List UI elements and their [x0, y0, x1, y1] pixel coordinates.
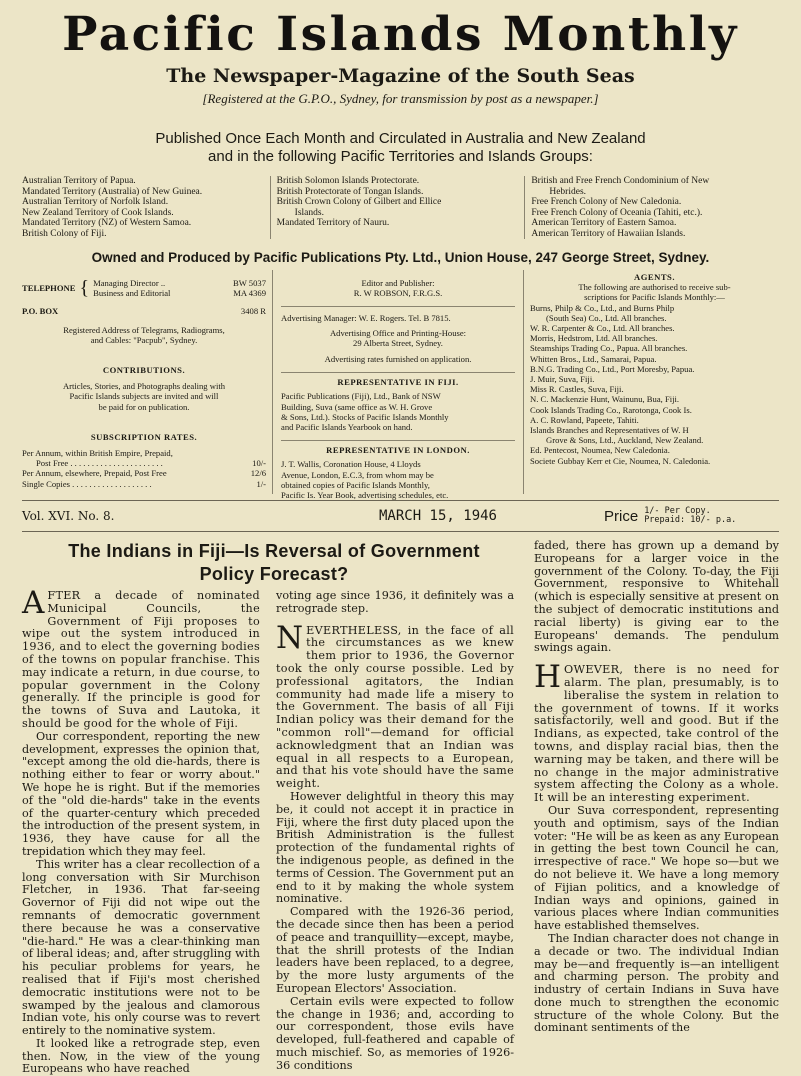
headline-line: Policy Forecast? [199, 564, 349, 584]
article [22, 540, 779, 1076]
rep-london-line: Avenue, London, E.C.3, from whom may be [281, 469, 434, 480]
volume-number: Vol. XVI. No. 8. [22, 509, 115, 523]
telephone-block [22, 278, 266, 298]
agent-item: Islands Branches and Representatives of W. H [530, 425, 689, 436]
price-per-copy: 1/- Per Copy. [644, 506, 711, 516]
advertising-rates: Advertising rates furnished on application. [324, 354, 472, 365]
advertising-office: Advertising Office and Printing-House: [329, 327, 467, 338]
registered-address-line: Registered Address of Telegrams, Radiograms, [63, 324, 225, 335]
contributions-heading: CONTRIBUTIONS. [102, 365, 186, 376]
registration-note: [Registered at the G.P.O., Sydney, for transmission by post as a newspaper.] [202, 91, 599, 106]
agent-item: Societe Gubbay Kerr et Cie, Noumea, N. Caledonia. [530, 455, 711, 466]
advertising-manager: Advertising Manager: W. E. Rogers. Tel. B 7815. [281, 313, 451, 324]
territory-item: Mandated Territory of Nauru. [276, 218, 390, 228]
agent-item: J. Muir, Suva, Fiji. [530, 374, 595, 385]
agent-item: Grove & Sons, Ltd., Auckland, New Zealand. [546, 435, 704, 446]
article-paragraph: It looked like a retrograde step, even then. Now, in the view of the young Europeans who have reached [22, 1036, 260, 1076]
agent-item: W. R. Carpenter & Co., Ltd. All branches. [530, 323, 675, 334]
agent-item: N. C. Mackenzie Hunt, Wainunu, Bua, Fiji. [530, 394, 680, 405]
agents-heading: AGENTS. [634, 272, 675, 282]
drop-cap: A [22, 585, 45, 621]
territory-item: British and Free French Condominium of New [531, 176, 710, 186]
advertising-office: 29 Alberta Street, Sydney. [353, 337, 443, 348]
registered-address-line: and Cables: "Pacpub", Sydney. [90, 334, 198, 345]
territories-column-2 [270, 176, 525, 239]
agent-item: Morris, Hedstrom, Ltd. All branches. [530, 333, 658, 344]
rep-london-heading: REPRESENTATIVE IN LONDON. [326, 445, 470, 456]
headline-line: The Indians in Fiji—Is Reversal of Government [68, 541, 480, 561]
ownership-line: Owned and Produced by Pacific Publications Pty. Ltd., Union House, 247 George Street, Sydney. [91, 250, 710, 265]
territory-item: Mandated Territory (Australia) of New Guinea. [22, 186, 203, 197]
contributions-text [22, 381, 266, 412]
territory-item: New Zealand Territory of Cook Islands. [22, 207, 174, 218]
subscription-label: Per Annum, elsewhere, Prepaid, Post Free [22, 468, 167, 479]
rep-fiji-line: and Pacific Islands Yearbook on hand. [281, 422, 413, 433]
subscription-label: Post Free . . . . . . . . . . . . . . . . . . . . . . [36, 458, 163, 469]
territory-item: Mandated Territory (NZ) of Western Samoa. [22, 218, 192, 228]
territory-item: British Solomon Islands Protectorate. [276, 176, 420, 186]
territories-column-1 [22, 176, 270, 239]
drop-cap: N [276, 619, 304, 656]
article-paragraph: However delightful in theory this may be, it could not accept it in practice in Fiji, where the first duty placed upon the British Administration is the fullest protection of the fundamental rights of the indigenous people, as defined in the terms of Cession. The Government put an end to it by making the whole system nominative. [276, 789, 514, 906]
agent-item: B.N.G. Trading Co., Ltd., Port Moresby, Papua. [530, 363, 695, 374]
article-paragraph: HOWEVER, there is no need for alarm. The plan, presumably, is to liberalise the system in relation to the government of towns. If it works satisfactorily, well and good. But if the Indians, as expected, take control of the towns, and display racial bias, then the warning may be taken, and there will be no change in the major administrative system affecting the Colony as a whole. It will be an interesting experiment. [534, 659, 779, 805]
tel-number: MA 4369 [233, 288, 266, 299]
rep-london-line: obtained copies of Pacific Islands Monthly, [281, 479, 430, 490]
territory-item: Australian Territory of Norfolk Island. [22, 197, 169, 207]
agent-item: Steamships Trading Co., Papua. All branches. [530, 343, 688, 354]
agent-item: Ed. Pentecost, Noumea, New Caledonia. [530, 445, 670, 456]
dateline-bar [22, 500, 779, 532]
pobox-row [22, 306, 266, 316]
territory-item: British Protectorate of Tongan Islands. [276, 186, 424, 197]
article-column-1 [22, 585, 266, 1076]
contact-column [22, 270, 272, 494]
rep-fiji-line: & Sons, Ltd.). Stocks of Pacific Islands Monthly [281, 411, 449, 422]
article-paragraph: Compared with the 1926-36 period, the decade since then has been a period of peace and tranquillity—except, maybe, that the shrill protests of the Indian leaders have been replaced, to a degree, by the more lusty arguments of the European Electors' Association. [276, 905, 514, 995]
article-paragraph: This writer has a clear recollection of a long conversation with Sir Murchison Fletcher, in 1936. That far-seeing Governor of Fiji did not wipe out the remnants of democratic government there because he was a conservative "die-hard." He was a clear-thinking man of liberal ideas; and, after struggling with his peculiar problems for years, he realised that if Fiji's most cherished democratic institutions were not to be swamped by the jealous and clamorous Indian vote, his only course was to revert entirely to the nominative system. [22, 857, 260, 1038]
contributions-line: be paid for on publication. [98, 401, 190, 412]
rep-london-line: Pacific Is. Year Book, advertising schedules, etc. [281, 490, 449, 501]
territory-item: Islands. [294, 207, 324, 218]
agent-item: Cook Islands Trading Co., Rarotonga, Cook Is. [530, 404, 692, 415]
rep-london-block [281, 440, 515, 500]
editor-title: Editor and Publisher: [361, 278, 435, 288]
masthead-title: Pacific Islands Monthly [62, 7, 739, 62]
territory-item: Free French Colony of New Caledonia. [531, 197, 682, 207]
price-prepaid: Prepaid: 10/- p.a. [644, 515, 737, 525]
newspaper-page [0, 7, 801, 1076]
subscription-label: Single Copies . . . . . . . . . . . . . . . . . . . [22, 478, 152, 489]
territory-item: American Territory of Hawaiian Islands. [531, 228, 686, 239]
price-block [604, 507, 779, 525]
article-column-3 [526, 540, 779, 1076]
agent-item: A. C. Rowland, Papeete, Tahiti. [530, 414, 639, 425]
pobox-label: P.O. BOX [22, 306, 59, 317]
territories-column-3 [524, 176, 779, 239]
article-headline [22, 540, 526, 586]
masthead-subtitle: The Newspaper-Magazine of the South Seas [166, 65, 635, 87]
registered-address [22, 325, 266, 345]
circulation-line-2: and in the following Pacific Territories and Islands Groups: [208, 148, 593, 165]
advertising-block [281, 306, 515, 364]
rep-london-line: J. T. Wallis, Coronation House, 4 Lloyds [281, 459, 421, 470]
publication-info [22, 270, 779, 501]
territory-item: Australian Territory of Papua. [22, 176, 136, 186]
agents-intro: The following are authorised to receive sub- [578, 282, 731, 293]
agents-column [523, 270, 779, 494]
article-paragraph: NEVERTHELESS, in the face of all the circumstances as we knew them prior to 1936, the Governor took the only course possible. Led by professional agitators, the Indian community had made life a misery to the Government. The basis of all Fiji Indian policy was their demand for the "common roll"—demand for official acknowledgment that an Indian was equal in all respects to a European, and that his vote should have the same weight. [276, 619, 514, 791]
subscription-line: Per Annum, within British Empire, Prepaid, [22, 448, 173, 459]
agent-item: Miss R. Castles, Suva, Fiji. [530, 384, 624, 395]
article-paragraph: Our correspondent, reporting the new development, expresses the opinion that, "except among the old die-hards, there is nothing either to fear or worry about." We hope he is right. But if the memories of the "old die-hards" take in the events of the quarter-century which preceded the introduction of the present system, in 1936, they have cause for all the trepidation which they may feel. [22, 729, 260, 858]
circulation-line-1: Published Once Each Month and Circulated in Australia and New Zealand [155, 130, 646, 147]
subscription-price: 10/- [252, 458, 266, 469]
subscription-price: 1/- [256, 478, 266, 489]
subscription-rates [22, 448, 266, 489]
territories-list [22, 176, 779, 239]
article-paragraph: The Indian character does not change in a decade or two. The individual Indian may be—and frequently is—an intelligent and charming person. The probity and industry of certain Indians in Suva have done much to strengthen the economic structure of the whole Colony. But the dominant sentiments of the [534, 931, 779, 1035]
article-paragraph: Our Suva correspondent, representing youth and optimism, says of the Indian voter: "He will be as keen as any European in getting the best town Council he can, irrespective of race." We hope so—but we do not believe it. We have a long memory of Fijian politics, and a knowledge of Indian ways and opinions, gained in various places where Indian communities have established themselves. [534, 803, 779, 933]
rep-fiji-line: Building, Suva (same office as W. H. Grove [281, 401, 433, 412]
rep-fiji-line: Pacific Publications (Fiji), Ltd., Bank of NSW [281, 391, 441, 402]
subscription-heading: SUBSCRIPTION RATES. [90, 431, 198, 442]
tel-label: Managing Director .. [93, 278, 166, 288]
editorial-column [272, 270, 523, 501]
territory-item: Hebrides. [549, 186, 587, 197]
rep-fiji-heading: REPRESENTATIVE IN FIJI. [337, 377, 459, 388]
pobox-value: 3408 R [240, 306, 266, 317]
agents-intro: scriptions for Pacific Islands Monthly:— [584, 292, 725, 303]
contributions-line: Articles, Stories, and Photographs dealing with [62, 381, 226, 392]
article-column-2 [266, 590, 520, 1076]
drop-cap: H [534, 659, 562, 696]
tel-label: Business and Editorial [93, 288, 171, 299]
article-paragraph: Certain evils were expected to follow the change in 1936; and, according to our correspondent, those evils have developed, full-feathered and capable of much mischief. So, as memories of 1926-36 conditions [276, 994, 514, 1072]
brace-glyph: { [79, 277, 90, 299]
territory-item: Free French Colony of Oceania (Tahiti, etc.). [531, 207, 703, 218]
agent-item: (South Sea) Co., Ltd. All branches. [546, 312, 667, 323]
agent-item: Whitten Bros., Ltd., Samarai, Papua. [530, 353, 657, 364]
subscription-price: 12/6 [250, 468, 266, 479]
circulation-statement [22, 130, 779, 166]
editor-name: R. W ROBSON, F.R.G.S. [353, 288, 443, 299]
rep-fiji-block [281, 372, 515, 432]
territory-item: British Colony of Fiji. [22, 228, 107, 239]
price-label: Price [604, 507, 639, 525]
issue-date: MARCH 15, 1946 [378, 508, 497, 524]
article-paragraph: AFTER a decade of nominated Municipal Councils, the Government of Fiji proposes to wipe out the system introduced in 1936, and to elect the governing bodies of the towns on popular franchise. This may indicate a return, in due course, to popular government in the Colony generally. If the principle is good for the towns of Suva and Lautoka, it should be good for the whole of Fiji. [22, 585, 260, 730]
tel-number: BW 5037 [232, 278, 266, 288]
territory-item: British Crown Colony of Gilbert and Ellice [276, 197, 442, 207]
article-paragraph: voting age since 1936, it definitely was a retrograde step. [276, 589, 514, 615]
article-paragraph: faded, there has grown up a demand by Europeans for a larger voice in the government of the Colony. To-day, the Fiji Government, responsive to Whitehall (which is especially sensitive at present on the subject of democratic institutions and racial liberty) is giving ear to the Europeans' demands. The pendulum swings again. [534, 539, 779, 655]
territory-item: American Territory of Eastern Samoa. [531, 218, 677, 228]
agent-item: Burns, Philp & Co., Ltd., and Burns Philp [530, 302, 675, 313]
contributions-line: Pacific Islands subjects are invited and will [69, 391, 219, 402]
telephone-label: TELEPHONE [22, 283, 76, 293]
editor-block [281, 278, 515, 298]
